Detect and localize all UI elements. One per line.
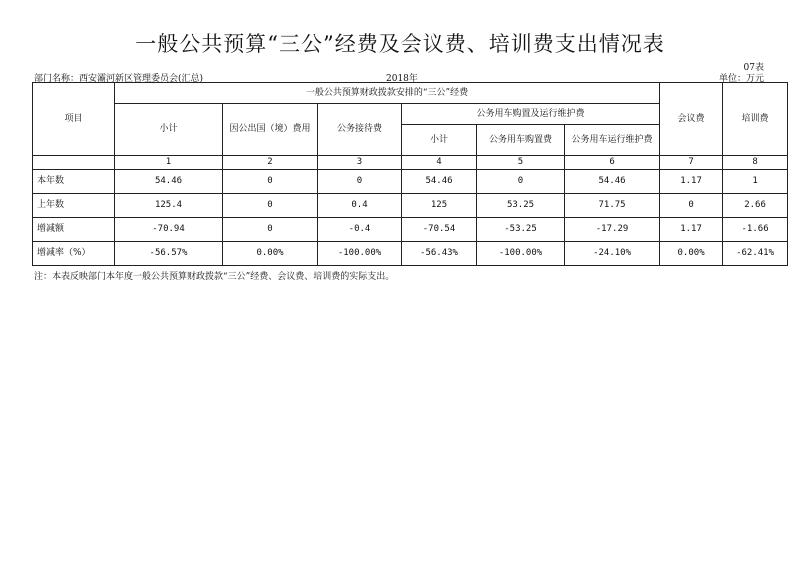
header-vehicle-maintenance: 公务用车运行维护费 xyxy=(565,125,660,156)
table-cell: 53.25 xyxy=(477,194,565,218)
table-number: 07表 xyxy=(743,63,764,73)
col-number: 1 xyxy=(115,156,223,170)
table-cell: 54.46 xyxy=(402,170,477,194)
table-cell: -0.4 xyxy=(318,218,402,242)
table-cell: -70.54 xyxy=(402,218,477,242)
header-item: 项目 xyxy=(33,83,115,156)
table-cell: 0.00% xyxy=(223,242,318,266)
table-cell: -62.41% xyxy=(723,242,788,266)
header-reception: 公务接待费 xyxy=(318,104,402,156)
expenditure-table xyxy=(32,82,788,266)
header-fiscal-group: 一般公共预算财政拨款安排的“三公”经费 xyxy=(115,83,660,104)
col-number-blank xyxy=(33,156,115,170)
report-year: 2018年 xyxy=(386,74,418,84)
table-cell: 0 xyxy=(223,170,318,194)
col-number: 4 xyxy=(402,156,477,170)
table-cell: 0 xyxy=(477,170,565,194)
table-cell: 0.4 xyxy=(318,194,402,218)
table-cell: -53.25 xyxy=(477,218,565,242)
table-cell: -56.43% xyxy=(402,242,477,266)
table-cell: 125.4 xyxy=(115,194,223,218)
table-cell: 54.46 xyxy=(115,170,223,194)
row-label: 本年数 xyxy=(33,170,115,194)
header-vehicle-group: 公务用车购置及运行维护费 xyxy=(402,104,660,125)
row-label: 增减额 xyxy=(33,218,115,242)
table-cell: -1.66 xyxy=(723,218,788,242)
col-number: 8 xyxy=(723,156,788,170)
table-note: 注：本表反映部门本年度一般公共预算财政拨款“三公”经费、会议费、培训费的实际支出。 xyxy=(34,272,395,282)
col-number: 5 xyxy=(477,156,565,170)
row-label: 上年数 xyxy=(33,194,115,218)
table-cell: 2.66 xyxy=(723,194,788,218)
table-cell: 54.46 xyxy=(565,170,660,194)
table-cell: 1.17 xyxy=(660,218,723,242)
table-cell: 0 xyxy=(223,218,318,242)
table-cell: 0 xyxy=(318,170,402,194)
unit-label: 单位：万元 xyxy=(718,74,764,84)
page-title: 一般公共预算“三公”经费及会议费、培训费支出情况表 xyxy=(135,32,665,56)
col-number: 2 xyxy=(223,156,318,170)
table-row xyxy=(33,218,788,242)
header-vehicle-purchase: 公务用车购置费 xyxy=(477,125,565,156)
table-cell: -24.10% xyxy=(565,242,660,266)
table-cell: 1.17 xyxy=(660,170,723,194)
table-cell: -100.00% xyxy=(477,242,565,266)
table-row xyxy=(33,170,788,194)
table-cell: -70.94 xyxy=(115,218,223,242)
table-cell: 71.75 xyxy=(565,194,660,218)
table-cell: -100.00% xyxy=(318,242,402,266)
table-row xyxy=(33,242,788,266)
col-number: 7 xyxy=(660,156,723,170)
table-cell: 0 xyxy=(223,194,318,218)
header-abroad: 因公出国（境）费用 xyxy=(223,104,318,156)
table-cell: -17.29 xyxy=(565,218,660,242)
table-row xyxy=(33,194,788,218)
header-meeting: 会议费 xyxy=(660,83,723,156)
table-cell: 0.00% xyxy=(660,242,723,266)
table-cell: 125 xyxy=(402,194,477,218)
table-cell: 1 xyxy=(723,170,788,194)
header-vehicle-subtotal: 小计 xyxy=(402,125,477,156)
row-label: 增减率（%） xyxy=(33,242,115,266)
col-number: 3 xyxy=(318,156,402,170)
table-cell: 0 xyxy=(660,194,723,218)
department-name: 部门名称：西安灞河新区管理委员会(汇总) xyxy=(34,74,204,84)
col-number: 6 xyxy=(565,156,660,170)
header-subtotal: 小计 xyxy=(115,104,223,156)
table-cell: -56.57% xyxy=(115,242,223,266)
header-training: 培训费 xyxy=(723,83,788,156)
